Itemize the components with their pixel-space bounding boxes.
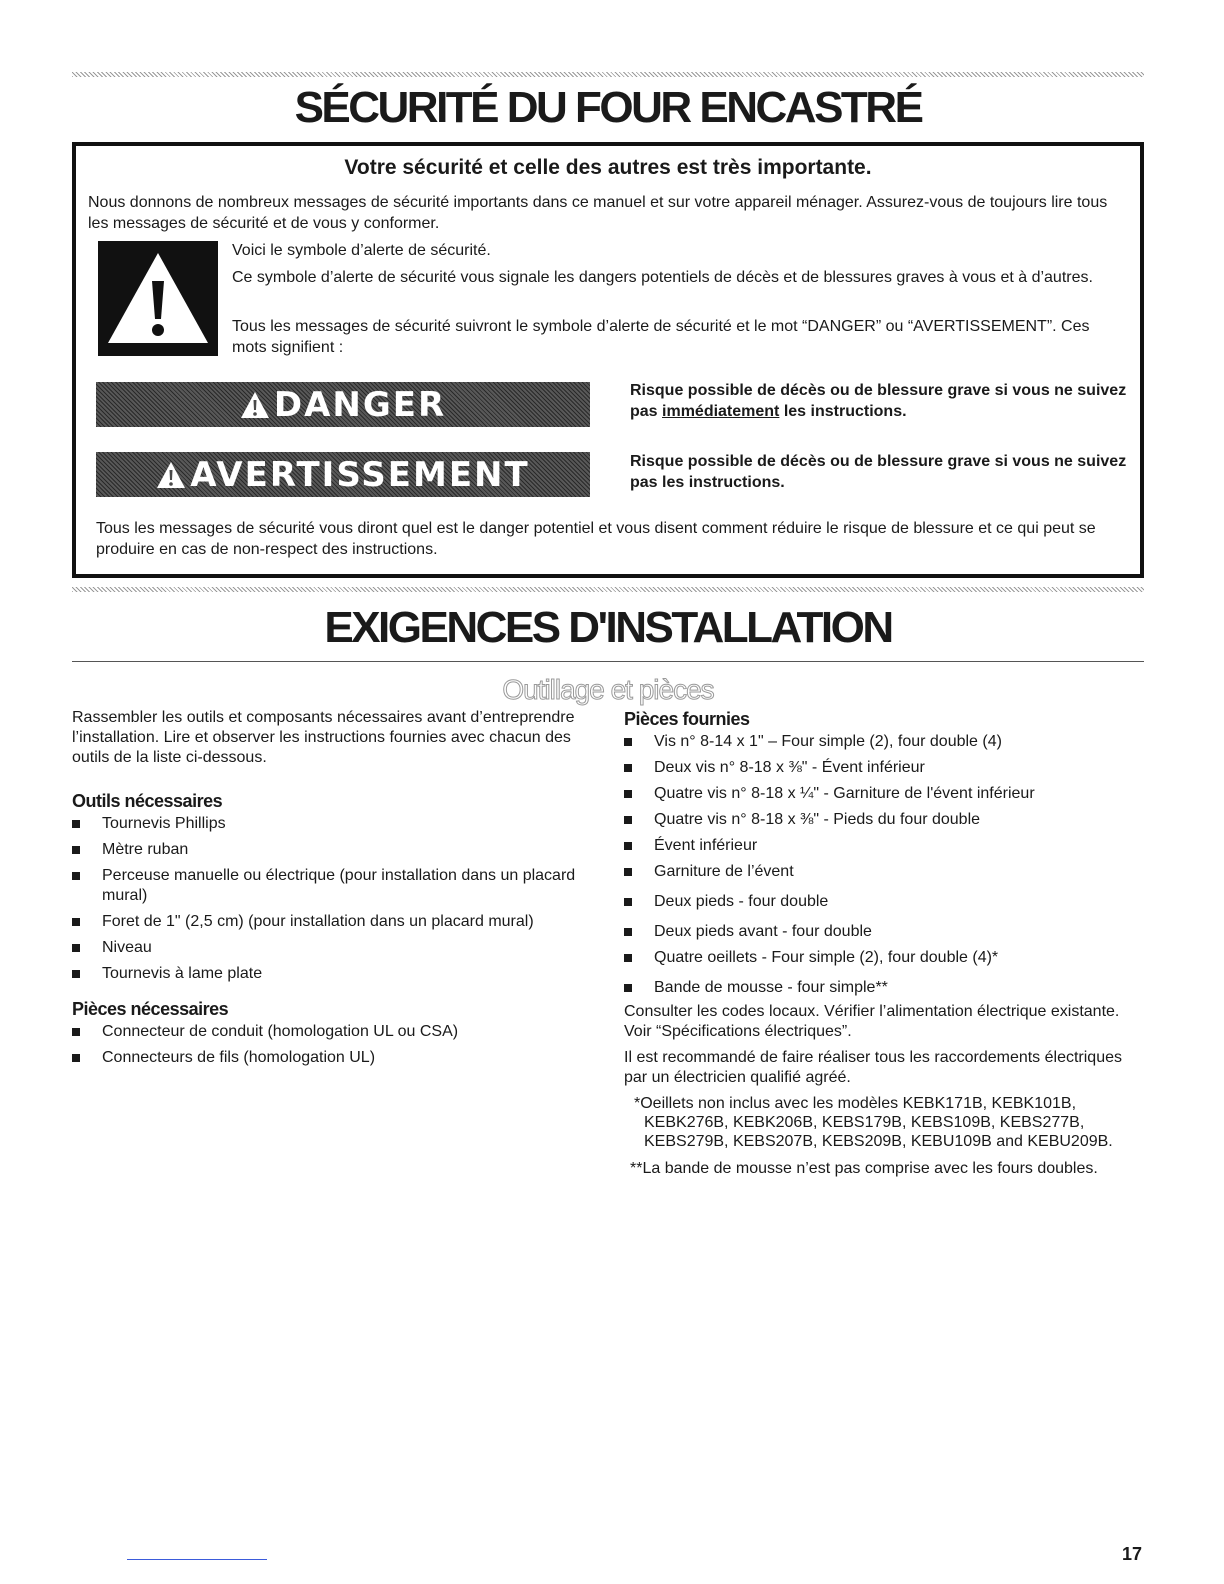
danger-description: Risque possible de décès ou de blessure grave si vous ne suivez pas immédiatement les instructions. (630, 382, 1127, 420)
safety-title: SÉCURITÉ DU FOUR ENCASTRÉ (294, 83, 922, 132)
parts-supplied-heading: Pièces fournies (624, 709, 750, 729)
footnote-foam: **La bande de mousse n’est pas comprise avec les fours doubles. (630, 1160, 1098, 1177)
safety-box (72, 142, 1144, 578)
installation-intro: Rassembler les outils et composants nécessaires avant d’entreprendre l’installation. Lire et observer les instructions fournies avec chacun des outils de la liste ci-dessous. (72, 709, 575, 766)
tools-heading: Outils nécessaires (72, 791, 223, 811)
danger-banner (96, 382, 590, 427)
safety-intro: Nous donnons de nombreux messages de sécurité importants dans ce manuel et sur votre appareil ménager. Assurez-vous de toujours lire tous les messages de sécurité et de vous y conformer. (88, 194, 1108, 232)
list-item: Bande de mousse - four simple** (624, 978, 1134, 998)
list-item: Deux vis n° 8-18 x ⅜" - Évent inférieur (624, 758, 1134, 778)
codes-note: Consulter les codes locaux. Vérifier l’alimentation électrique existante. Voir “Spécifications électriques”. (624, 1003, 1120, 1040)
safety-alert-icon (98, 241, 218, 356)
tools-list (72, 814, 592, 984)
middle-hatch-rule (72, 587, 1144, 592)
parts-needed-heading: Pièces nécessaires (72, 999, 229, 1019)
bottom-link-rule (127, 1559, 267, 1560)
list-item: Vis n° 8-14 x 1" – Four simple (2), four double (4) (624, 732, 1134, 752)
list-item: Connecteurs de fils (homologation UL) (72, 1048, 592, 1068)
list-item: Évent inférieur (624, 836, 1134, 856)
electrician-note: Il est recommandé de faire réaliser tous les raccordements électriques par un électricien qualifié agréé. (624, 1049, 1122, 1086)
list-item: Tournevis à lame plate (72, 964, 592, 984)
warning-description: Risque possible de décès ou de blessure grave si vous ne suivez pas les instructions. (630, 453, 1127, 491)
right-column (624, 708, 1134, 1178)
installation-title: EXIGENCES D'INSTALLATION (324, 603, 892, 652)
list-item: Quatre oeillets - Four simple (2), four double (4)* (624, 948, 1134, 968)
warning-label: AVERTISSEMENT (190, 454, 530, 495)
list-item: Connecteur de conduit (homologation UL ou CSA) (72, 1022, 592, 1042)
safety-signal-words: Tous les messages de sécurité suivront le symbole d’alerte de sécurité et le mot “DANGER” ou “AVERTISSEMENT”. Ces mots signifient : (232, 318, 1090, 356)
danger-emphasis: immédiatement (662, 403, 780, 420)
list-item: Quatre vis n° 8-18 x ¼" - Garniture de l'évent inférieur (624, 784, 1134, 804)
list-item: Quatre vis n° 8-18 x ⅜" - Pieds du four double (624, 810, 1134, 830)
safety-heading: Votre sécurité et celle des autres est très importante. (344, 156, 872, 179)
warning-triangle-icon (156, 461, 186, 489)
page-number: 17 (1121, 1544, 1142, 1564)
parts-needed-list (72, 1022, 592, 1068)
installation-subtitle: Outillage et pièces (502, 674, 714, 705)
warning-banner (96, 452, 590, 497)
list-item: Foret de 1" (2,5 cm) (pour installation dans un placard mural) (72, 912, 592, 932)
list-item: Perceuse manuelle ou électrique (pour installation dans un placard mural) (72, 866, 592, 906)
left-column (72, 708, 592, 1068)
installation-rule (72, 661, 1144, 662)
list-item: Mètre ruban (72, 840, 592, 860)
list-item: Garniture de l’évent (624, 862, 1134, 882)
list-item: Niveau (72, 938, 592, 958)
warning-triangle-icon (240, 391, 270, 419)
footnote-grommets: *Oeillets non inclus avec les modèles KEBK171B, KEBK101B, KEBK276B, KEBK206B, KEBS179B, KEBS109B, KEBS277B, KEBS279B, KEBS207B, KEBS209B, KEBU109B and KEBU209B. (634, 1095, 1113, 1150)
safety-symbol-line: Voici le symbole d’alerte de sécurité. (232, 242, 491, 259)
list-item: Deux pieds - four double (624, 892, 1134, 912)
list-item: Tournevis Phillips (72, 814, 592, 834)
safety-closing: Tous les messages de sécurité vous diront quel est le danger potentiel et vous disent comment réduire le risque de blessure et ce qui peut se produire en cas de non-respect des instructions. (96, 520, 1096, 558)
safety-symbol-meaning: Ce symbole d’alerte de sécurité vous signale les dangers potentiels de décès et de blessures graves à vous et à d’autres. (232, 269, 1093, 286)
top-hatch-rule (72, 72, 1144, 77)
danger-label: DANGER (273, 384, 447, 425)
list-item: Deux pieds avant - four double (624, 922, 1134, 942)
parts-supplied-list (624, 732, 1134, 998)
